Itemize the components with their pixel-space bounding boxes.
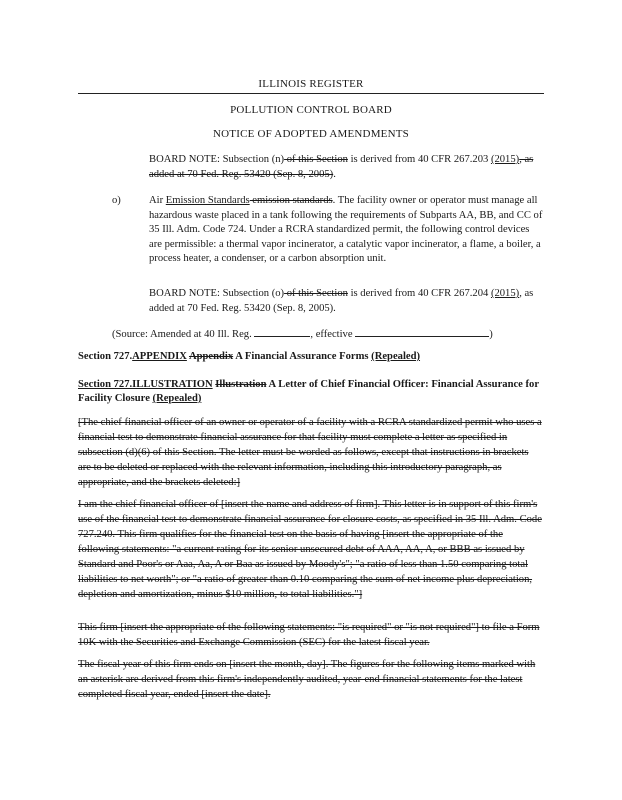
deleted-text: emission standards	[249, 195, 333, 206]
deleted-text: Appendix	[188, 351, 234, 362]
deleted-paragraph: [The chief financial officer of an owner or operator of a facility with a RCRA standardized permit who uses a financial test to demonstrate financial assurance for that facility must complete a letter as specified in subsection (d)(6) of this Section. The letter must be worded as follows, except that instructions in brackets are to be deleted or replaced with the relevant information, including this introductory paragraph, as appropriate, and the brackets deleted:]	[78, 417, 542, 488]
subsection-o-text: Air Emission Standards emission standards. The facility owner or operator must manage all hazardous waste placed in a tank following the requirements of Subparts AA, BB, and CC of 35 Ill. Adm. Code 724. Under a RCRA standardized permit, the following control devices are permissible: a thermal vapor incinerator, a catalytic vapor incinerator, a flame, a boiler, a process heater, a condenser, or a carbon absorption unit.	[149, 195, 543, 264]
deleted-paragraph: The fiscal year of this firm ends on [insert the month, day]. The figures for the following items marked with an asterisk are derived from this firm's independently audited, year-end financial statements for the latest completed fiscal year, ended [insert the date].	[78, 659, 536, 700]
appendix-heading: Section 727.APPENDIX Appendix A Financial Assurance Forms (Repealed)	[78, 351, 421, 362]
deleted-paragraph: This firm [insert the appropriate of the following statements: "is required" or "is not required"] to file a Form 10K with the Securities and Exchange Commission (SEC) for the latest fiscal year.	[78, 622, 540, 648]
inserted-text: Section 727.ILLUSTRATION	[78, 379, 213, 390]
blank-line	[254, 326, 310, 337]
board-name: POLLUTION CONTROL BOARD	[230, 104, 392, 116]
deleted-text: Illustration	[215, 379, 267, 390]
illustration-heading: Section 727.ILLUSTRATION Illustration A Letter of Chief Financial Officer: Financial Assurance for Facility Closure (Repealed)	[78, 379, 539, 404]
subsection-label: o)	[112, 195, 121, 206]
inserted-text: (Repealed)	[152, 393, 202, 404]
deleted-paragraph: I am the chief financial officer of [insert the name and address of firm]. This letter is in support of this firm's use of the financial test to demonstrate financial assurance for closure costs, as specified in 35 Ill. Adm. Code 727.240. This firm qualifies for the financial test on the basis of having [insert the appropriate of the following statements: "a current rating for its senior unsecured debt of AAA, AA, A, or BBB as issued by Standard and Poor's or Aaa, Aa, A or Baa as issued by Moody's"; "a ratio of less than 1.50 comparing total liabilities to net worth"; or "a ratio of greater than 0.10 comparing the sum of net income plus depreciation, depletion and amortization, minus $10 million, to total liabilities."]	[78, 499, 542, 600]
deleted-text: , as added at 70 Fed. Reg. 53420 (Sep. 8, 2005)	[149, 154, 534, 180]
inserted-text: Emission Standards	[165, 195, 250, 206]
deleted-text: of this Section	[284, 154, 348, 165]
board-note-n: BOARD NOTE: Subsection (n) of this Section is derived from 40 CFR 267.203 (2015), as added at 70 Fed. Reg. 53420 (Sep. 8, 2005).	[149, 154, 534, 180]
inserted-text: (Repealed)	[371, 351, 421, 362]
inserted-text: (2015)	[490, 288, 520, 299]
source-note: (Source: Amended at 40 Ill. Reg. , effective )	[112, 326, 544, 343]
register-header: ILLINOIS REGISTER	[258, 78, 364, 90]
blank-line	[355, 326, 489, 337]
header-rule	[78, 93, 544, 94]
notice-title: NOTICE OF ADOPTED AMENDMENTS	[213, 128, 409, 140]
inserted-text: (2015)	[490, 154, 520, 165]
inserted-text: APPENDIX	[132, 351, 187, 362]
deleted-text: of this Section	[284, 288, 348, 299]
board-note-o: BOARD NOTE: Subsection (o) of this Section is derived from 40 CFR 267.204 (2015), as added at 70 Fed. Reg. 53420 (Sep. 8, 2005).	[149, 288, 534, 314]
